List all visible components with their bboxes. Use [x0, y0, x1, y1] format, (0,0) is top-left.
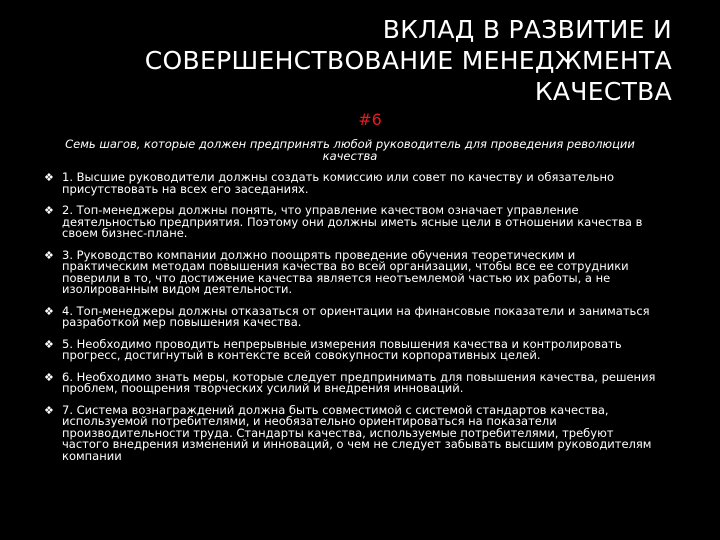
diamond-bullet-icon: ❖ [44, 304, 54, 318]
step-item [44, 336, 664, 362]
diamond-bullet-icon: ❖ [44, 248, 54, 262]
steps-list [44, 172, 664, 462]
step-text: 1. Высшие руководители должны создать комиссию или совет по качеству и обязательно присутствовать на всех его заседаниях. [62, 170, 615, 196]
slide-number: #6 [358, 110, 382, 129]
step-text: 7. Система вознаграждений должна быть совместимой с системой стандартов качества, используемой потребителями, и необязательно ориентироваться на показатели производительности труда. Стандарты качества, используемые потребителями, требуют частого внедрения изменений и инноваций, о чем не следует забывать высшим руководителям компании [62, 402, 652, 463]
step-item [44, 247, 664, 296]
step-item [44, 402, 664, 463]
diamond-bullet-icon: ❖ [44, 370, 54, 384]
slide-title-line: КАЧЕСТВА [534, 77, 672, 106]
diamond-bullet-icon: ❖ [44, 171, 54, 184]
step-item [44, 303, 664, 329]
diamond-bullet-icon: ❖ [44, 403, 54, 417]
step-item [44, 205, 664, 240]
diamond-bullet-icon: ❖ [44, 204, 54, 217]
step-text: 6. Необходимо знать меры, которые следует предпринимать для повышения качества, решения проблем, поощрения творческих усилий и внедрения инноваций. [62, 369, 656, 395]
step-text: 2. Топ-менеджеры должны понять, что управление качеством означает управление деятельностью предприятия. Поэтому они должны иметь ясные цели в отношении качества в своем бизнес-плане. [62, 203, 643, 240]
slide-title-line: ВКЛАД В РАЗВИТИЕ И [382, 15, 672, 44]
step-text: 3. Руководство компании должно поощрять проведение обучения теоретическим и практическим методам повышения качества во всей организации, чтобы все ее сотрудники поверили в то, что достижение качества является неотъемлемой частью их работы, а не изолированным видом деятельности. [62, 247, 629, 296]
step-item [44, 369, 664, 395]
diamond-bullet-icon: ❖ [44, 337, 54, 351]
step-text: 5. Необходимо проводить непрерывные измерения повышения качества и контролировать прогресс, достигнутый в контексте всей совокупности корпоративных целей. [62, 336, 622, 362]
slide-title-line: СОВЕРШЕНСТВОВАНИЕ МЕНЕДЖМЕНТА [144, 46, 672, 75]
slide-subtitle: Семь шагов, которые должен предпринять любой руководитель для проведения революции качества [65, 137, 635, 163]
step-text: 4. Топ-менеджеры должны отказаться от ориентации на финансовые показатели и заниматься разработкой мер повышения качества. [62, 303, 650, 329]
slide-title [72, 14, 672, 107]
step-item [44, 172, 664, 195]
